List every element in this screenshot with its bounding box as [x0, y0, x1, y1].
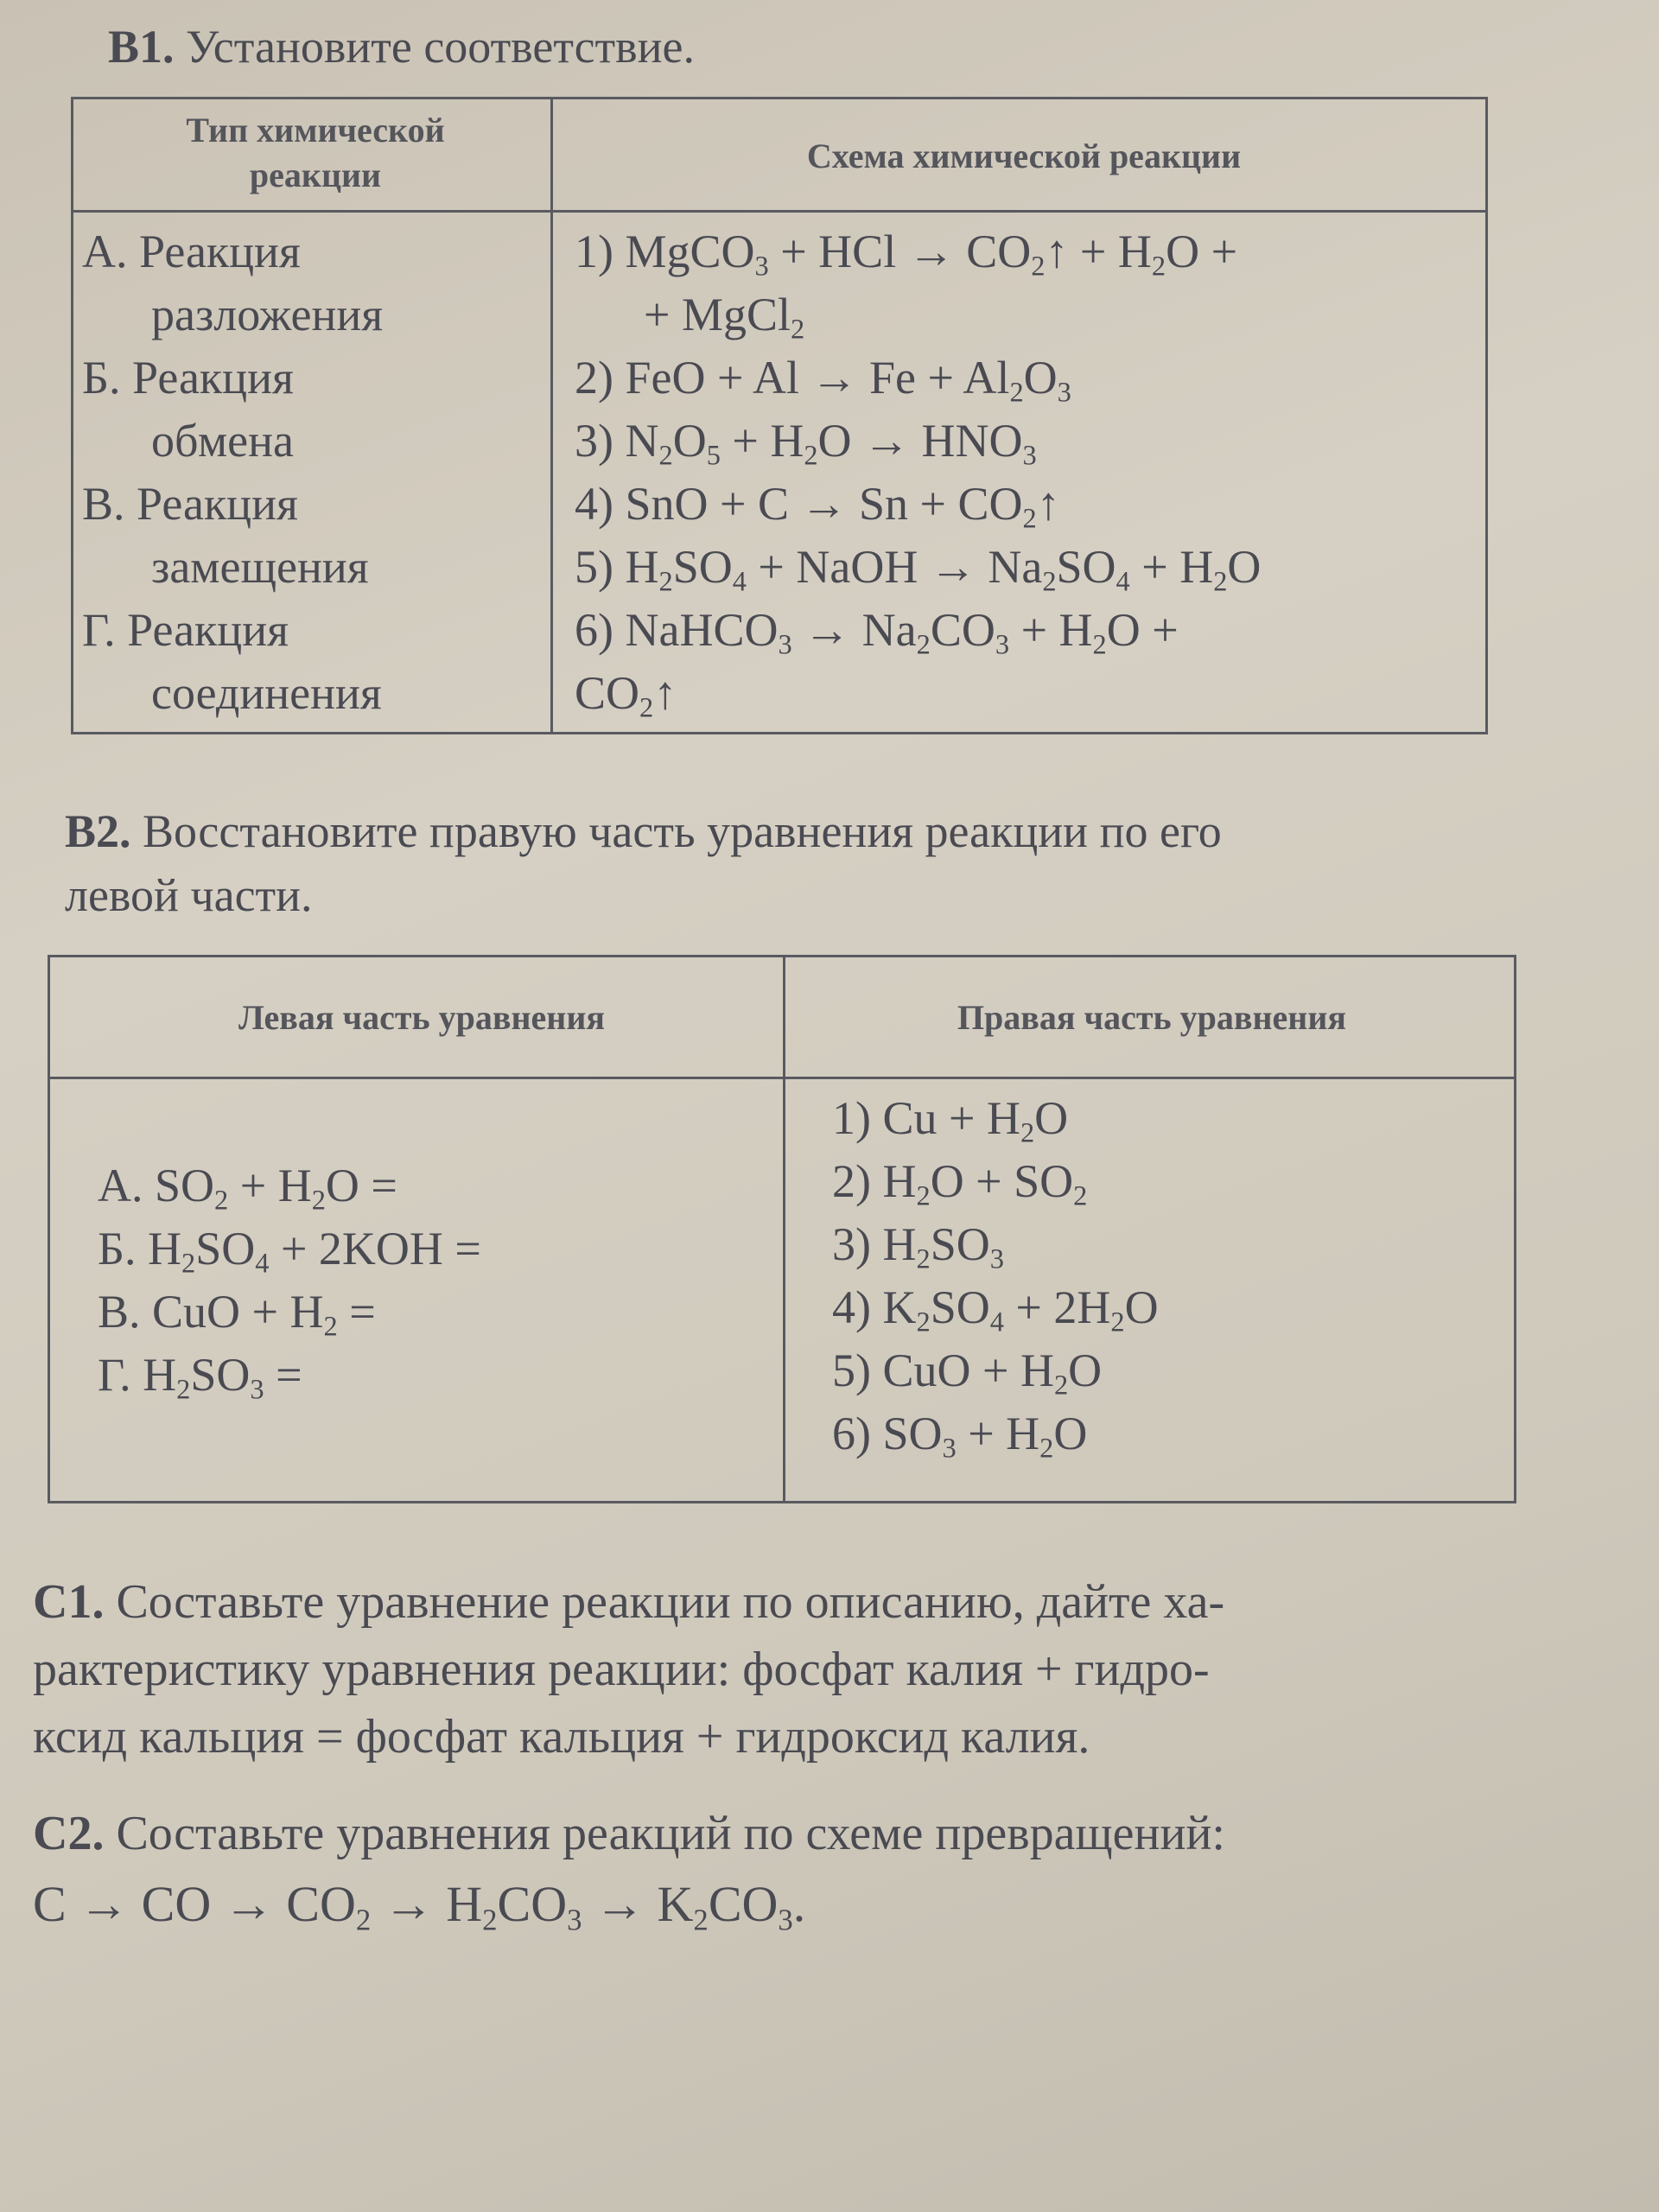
- reaction-type-kind: соединения: [151, 667, 382, 719]
- reaction-scheme-line: 4) SnO + $C \to Sn + CO_2↑$: [575, 478, 1060, 535]
- c2-line1-text: Составьте уравнения реакций по схеме превращений:: [116, 1807, 1225, 1860]
- reaction-type-kind: разложения: [151, 289, 384, 340]
- reaction-type-item: [82, 599, 383, 662]
- left-part-item: А. $SO_2 + H_2O$ =: [98, 1160, 397, 1217]
- reaction-type-item: [82, 220, 383, 283]
- b1-reaction-schemes: [575, 220, 1261, 725]
- reaction-scheme-line: 1) MgCO$_3$ + HCl → $CO_2↑ + H_2O$ +: [575, 226, 1238, 283]
- right-part-item: 3) $H_2SO_3$: [832, 1218, 1004, 1275]
- reaction-type-word: Реакция: [132, 352, 294, 404]
- reaction-type-letter: В.: [82, 478, 137, 530]
- b2-table: [48, 955, 1516, 1503]
- right-part-item: 2) $H_2O + SO_2$: [832, 1155, 1088, 1212]
- reaction-scheme-line: $CO_2↑$: [575, 667, 677, 724]
- c2-line2: [33, 1876, 806, 1937]
- reaction-type-kind: замещения: [151, 541, 369, 593]
- b2-title-line1: [65, 804, 1222, 859]
- reaction-type-letter: А.: [82, 226, 139, 277]
- b2-left-parts: [98, 1154, 481, 1407]
- reaction-type-letter: Б.: [82, 352, 133, 404]
- left-part-item: Г. $H_2SO_3$ =: [98, 1349, 302, 1406]
- b2-title-text: Восстановите правую часть уравнения реакции по его: [143, 805, 1222, 857]
- c2-label: С2.: [33, 1807, 105, 1860]
- reaction-type-letter: Г.: [82, 604, 128, 656]
- b1-title-text: Установите соответствие.: [186, 21, 696, 73]
- c1-line3: ксид кальция = фосфат кальция + гидроксид калия.: [33, 1710, 1090, 1764]
- b2-right-parts: [832, 1087, 1159, 1465]
- c1-label: С1.: [33, 1575, 105, 1629]
- reaction-scheme-line: + MgCl$_2$: [644, 289, 805, 346]
- b1-label: B1.: [108, 21, 175, 73]
- reaction-scheme-line: 5) $H_2SO_4$ + NaOH → $Na_2SO_4 + H_2O$: [575, 541, 1262, 598]
- b1-title: [108, 19, 695, 74]
- left-part-item: Б. $H_2SO_4 + 2KOH$ =: [98, 1223, 481, 1280]
- c2-scheme: C → CO → $CO_2 \to H_2CO_3 \to K_2CO_3$.: [33, 1876, 806, 1937]
- c1-line1: [33, 1574, 1224, 1630]
- b1-header-left: Тип химической реакции: [186, 111, 445, 194]
- reaction-scheme-line: 2) FeO + $Al \to Fe + Al_2O_3$: [575, 352, 1071, 409]
- reaction-type-word: Реакция: [127, 604, 289, 656]
- b1-header-right: Схема химической реакции: [806, 137, 1242, 175]
- right-part-item: 1) $Cu + H_2O$: [832, 1092, 1069, 1149]
- c2-line1: [33, 1806, 1225, 1861]
- reaction-type-word: Реакция: [139, 226, 301, 277]
- b1-reaction-types: [82, 220, 383, 725]
- reaction-scheme-line: 3) $N_2O_5 + H_2O \to HNO_3$: [575, 415, 1037, 472]
- reaction-type-item: [82, 346, 383, 410]
- b1-table: [71, 97, 1488, 734]
- reaction-type-word: Реакция: [137, 478, 298, 530]
- b2-header-left: Левая часть уравнения: [238, 998, 606, 1037]
- reaction-scheme-line: 6) NaHCO$_3$ → $Na_2CO_3 + H_2O$ +: [575, 604, 1179, 661]
- right-part-item: 4) $K_2SO_4 + 2H_2O$: [832, 1281, 1159, 1338]
- left-part-item: В. CuO + $H_2$ =: [98, 1286, 376, 1343]
- c1-line2: рактеристику уравнения реакции: фосфат калия + гидро-: [33, 1643, 1210, 1696]
- right-part-item: 6) $SO_3 + H_2O$: [832, 1408, 1088, 1465]
- b2-header-right: Правая часть уравнения: [957, 998, 1347, 1037]
- c1-line1-text: Составьте уравнение реакции по описанию, дайте ха-: [116, 1575, 1225, 1629]
- b2-title-line2: левой части.: [65, 869, 313, 921]
- b2-label: B2.: [65, 805, 131, 857]
- reaction-type-item: [82, 473, 383, 536]
- reaction-type-kind: обмена: [151, 415, 294, 467]
- right-part-item: 5) CuO + $H_2O$: [832, 1344, 1103, 1402]
